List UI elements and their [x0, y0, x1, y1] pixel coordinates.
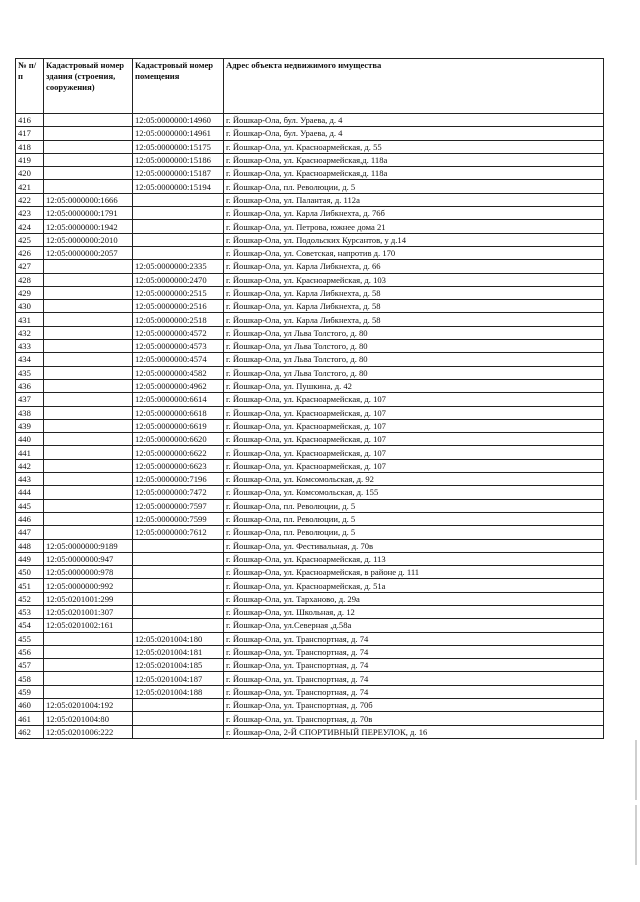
premise-cadastral-number: 12:05:0000000:2516: [133, 300, 224, 313]
building-cadastral-number: [44, 140, 133, 153]
row-number: 425: [16, 233, 44, 246]
premise-cadastral-number: 12:05:0000000:7196: [133, 473, 224, 486]
row-number: 434: [16, 353, 44, 366]
table-row: [16, 566, 604, 579]
row-number: 416: [16, 114, 44, 127]
row-number: 457: [16, 659, 44, 672]
building-cadastral-number: [44, 526, 133, 539]
row-number: 458: [16, 672, 44, 685]
premise-cadastral-number: [133, 619, 224, 632]
premise-cadastral-number: 12:05:0000000:6623: [133, 459, 224, 472]
address-cell: г. Йошкар-Ола, ул. Карла Либкнехта, д. 58: [224, 300, 604, 313]
building-cadastral-number: [44, 659, 133, 672]
premise-cadastral-number: 12:05:0201004:180: [133, 632, 224, 645]
premise-cadastral-number: 12:05:0000000:14960: [133, 114, 224, 127]
row-number: 435: [16, 366, 44, 379]
premise-cadastral-number: 12:05:0000000:2515: [133, 286, 224, 299]
header-building-cadastral: Кадастровый номер здания (строения, сооружения): [44, 59, 133, 114]
table-row: [16, 393, 604, 406]
premise-cadastral-number: 12:05:0000000:6622: [133, 446, 224, 459]
premise-cadastral-number: [133, 539, 224, 552]
address-cell: г. Йошкар-Ола, пл. Революции, д. 5: [224, 499, 604, 512]
row-number: 453: [16, 605, 44, 618]
address-cell: г. Йошкар-Ола, ул Льва Толстого, д. 80: [224, 353, 604, 366]
building-cadastral-number: [44, 473, 133, 486]
row-number: 444: [16, 486, 44, 499]
address-cell: г. Йошкар-Ола, ул. Транспортная, д. 70б: [224, 699, 604, 712]
table-row: [16, 459, 604, 472]
address-cell: г. Йошкар-Ола, ул Льва Толстого, д. 80: [224, 326, 604, 339]
address-cell: г. Йошкар-Ола, ул. Красноармейская,д. 118а: [224, 167, 604, 180]
building-cadastral-number: 12:05:0201002:161: [44, 619, 133, 632]
table-row: [16, 260, 604, 273]
address-cell: г. Йошкар-Ола, ул. Транспортная, д. 74: [224, 685, 604, 698]
premise-cadastral-number: [133, 566, 224, 579]
row-number: 451: [16, 579, 44, 592]
row-number: 417: [16, 127, 44, 140]
table-row: [16, 406, 604, 419]
header-number: № п/п: [16, 59, 44, 114]
premise-cadastral-number: [133, 193, 224, 206]
table-row: [16, 300, 604, 313]
address-cell: г. Йошкар-Ола, бул. Урaева, д. 4: [224, 127, 604, 140]
building-cadastral-number: [44, 459, 133, 472]
address-cell: г. Йошкар-Ола, ул. Транспортная, д. 70в: [224, 712, 604, 725]
row-number: 440: [16, 433, 44, 446]
table-row: [16, 446, 604, 459]
row-number: 439: [16, 419, 44, 432]
table-row: [16, 552, 604, 565]
table-row: [16, 273, 604, 286]
premise-cadastral-number: 12:05:0000000:15175: [133, 140, 224, 153]
premise-cadastral-number: 12:05:0201004:187: [133, 672, 224, 685]
table-row: [16, 605, 604, 618]
address-cell: г. Йошкар-Ола, ул. Пушкина, д. 42: [224, 379, 604, 392]
building-cadastral-number: 12:05:0000000:1942: [44, 220, 133, 233]
address-cell: г. Йошкар-Ола, ул. Красноармейская, д. 107: [224, 393, 604, 406]
premise-cadastral-number: [133, 579, 224, 592]
address-cell: г. Йошкар-Ола, ул. Школьная, д. 12: [224, 605, 604, 618]
building-cadastral-number: [44, 645, 133, 658]
table-row: [16, 193, 604, 206]
row-number: 420: [16, 167, 44, 180]
row-number: 447: [16, 526, 44, 539]
premise-cadastral-number: [133, 220, 224, 233]
premise-cadastral-number: [133, 207, 224, 220]
building-cadastral-number: [44, 406, 133, 419]
building-cadastral-number: [44, 353, 133, 366]
premise-cadastral-number: [133, 552, 224, 565]
address-cell: г. Йошкар-Ола, ул. Красноармейская, д. 55: [224, 140, 604, 153]
premise-cadastral-number: [133, 233, 224, 246]
row-number: 460: [16, 699, 44, 712]
table-row: [16, 645, 604, 658]
premise-cadastral-number: 12:05:0000000:2335: [133, 260, 224, 273]
building-cadastral-number: [44, 433, 133, 446]
address-cell: г. Йошкар-Ола, ул.Северная ,д.58а: [224, 619, 604, 632]
table-row: [16, 672, 604, 685]
building-cadastral-number: [44, 127, 133, 140]
address-cell: г. Йошкар-Ола, 2-Й СПОРТИВНЫЙ ПЕРЕУЛОК, д. 16: [224, 725, 604, 738]
table-row: [16, 207, 604, 220]
premise-cadastral-number: 12:05:0000000:4573: [133, 340, 224, 353]
building-cadastral-number: [44, 326, 133, 339]
address-cell: г. Йошкар-Ола, ул. Транспортная, д. 74: [224, 659, 604, 672]
building-cadastral-number: [44, 260, 133, 273]
table-row: [16, 619, 604, 632]
scan-edge-mark: [635, 805, 637, 865]
table-row: [16, 313, 604, 326]
building-cadastral-number: [44, 300, 133, 313]
table-row: [16, 167, 604, 180]
address-cell: г. Йошкар-Ола, ул. Красноармейская,д. 118а: [224, 153, 604, 166]
row-number: 426: [16, 246, 44, 259]
address-cell: г. Йошкар-Ола, ул. Красноармейская, д. 107: [224, 419, 604, 432]
row-number: 430: [16, 300, 44, 313]
premise-cadastral-number: 12:05:0000000:6614: [133, 393, 224, 406]
premise-cadastral-number: 12:05:0000000:7612: [133, 526, 224, 539]
row-number: 423: [16, 207, 44, 220]
building-cadastral-number: [44, 672, 133, 685]
building-cadastral-number: 12:05:0000000:1666: [44, 193, 133, 206]
header-address: Адрес объекта недвижимого имущества: [224, 59, 604, 114]
premise-cadastral-number: 12:05:0000000:14961: [133, 127, 224, 140]
table-body: [16, 114, 604, 739]
row-number: 452: [16, 592, 44, 605]
address-cell: г. Йошкар-Ола, ул. Красноармейская, д. 107: [224, 433, 604, 446]
address-cell: г. Йошкар-Ола, ул. Советская, напротив д. 170: [224, 246, 604, 259]
address-cell: г. Йошкар-Ола, ул. Петрова, южнее дома 21: [224, 220, 604, 233]
table-row: [16, 153, 604, 166]
building-cadastral-number: 12:05:0000000:9189: [44, 539, 133, 552]
row-number: 421: [16, 180, 44, 193]
address-cell: г. Йошкар-Ола, ул. Красноармейская, д. 107: [224, 446, 604, 459]
premise-cadastral-number: 12:05:0000000:7597: [133, 499, 224, 512]
address-cell: г. Йошкар-Ола, пл. Революции, д. 5: [224, 180, 604, 193]
address-cell: г. Йошкар-Ола, ул. Карла Либкнехта, д. 66: [224, 260, 604, 273]
premise-cadastral-number: [133, 699, 224, 712]
row-number: 454: [16, 619, 44, 632]
table-row: [16, 353, 604, 366]
row-number: 437: [16, 393, 44, 406]
row-number: 431: [16, 313, 44, 326]
table-row: [16, 180, 604, 193]
building-cadastral-number: [44, 379, 133, 392]
table-row: [16, 220, 604, 233]
building-cadastral-number: 12:05:0201004:192: [44, 699, 133, 712]
row-number: 459: [16, 685, 44, 698]
address-cell: г. Йошкар-Ола, ул. Фестивальная, д. 70в: [224, 539, 604, 552]
table-row: [16, 127, 604, 140]
row-number: 445: [16, 499, 44, 512]
address-cell: г. Йошкар-Ола, ул Льва Толстого, д. 80: [224, 366, 604, 379]
building-cadastral-number: [44, 366, 133, 379]
row-number: 446: [16, 512, 44, 525]
table-row: [16, 659, 604, 672]
building-cadastral-number: 12:05:0201004:80: [44, 712, 133, 725]
row-number: 448: [16, 539, 44, 552]
address-cell: г. Йошкар-Ола, ул. Тарханово, д. 29а: [224, 592, 604, 605]
building-cadastral-number: [44, 273, 133, 286]
building-cadastral-number: [44, 446, 133, 459]
building-cadastral-number: 12:05:0201006:222: [44, 725, 133, 738]
building-cadastral-number: [44, 419, 133, 432]
table-row: [16, 699, 604, 712]
premise-cadastral-number: 12:05:0000000:4962: [133, 379, 224, 392]
row-number: 419: [16, 153, 44, 166]
table-row: [16, 632, 604, 645]
row-number: 461: [16, 712, 44, 725]
address-cell: г. Йошкар-Ола, ул. Подольских Курсантов, у д.14: [224, 233, 604, 246]
table-row: [16, 140, 604, 153]
premise-cadastral-number: [133, 605, 224, 618]
row-number: 432: [16, 326, 44, 339]
table-row: [16, 379, 604, 392]
building-cadastral-number: 12:05:0000000:2010: [44, 233, 133, 246]
premise-cadastral-number: [133, 712, 224, 725]
row-number: 418: [16, 140, 44, 153]
table-row: [16, 685, 604, 698]
row-number: 436: [16, 379, 44, 392]
row-number: 450: [16, 566, 44, 579]
table-row: [16, 433, 604, 446]
building-cadastral-number: [44, 685, 133, 698]
table-row: [16, 512, 604, 525]
premise-cadastral-number: [133, 246, 224, 259]
building-cadastral-number: 12:05:0000000:2057: [44, 246, 133, 259]
table-row: [16, 286, 604, 299]
building-cadastral-number: [44, 153, 133, 166]
table-row: [16, 539, 604, 552]
premise-cadastral-number: [133, 725, 224, 738]
premise-cadastral-number: 12:05:0000000:7599: [133, 512, 224, 525]
building-cadastral-number: 12:05:0000000:978: [44, 566, 133, 579]
table-row: [16, 592, 604, 605]
table-row: [16, 473, 604, 486]
row-number: 449: [16, 552, 44, 565]
premise-cadastral-number: 12:05:0201004:185: [133, 659, 224, 672]
table-row: [16, 419, 604, 432]
address-cell: г. Йошкар-Ола, ул. Красноармейская, д. 103: [224, 273, 604, 286]
building-cadastral-number: [44, 393, 133, 406]
row-number: 427: [16, 260, 44, 273]
building-cadastral-number: 12:05:0201001:307: [44, 605, 133, 618]
building-cadastral-number: 12:05:0000000:1791: [44, 207, 133, 220]
building-cadastral-number: [44, 512, 133, 525]
row-number: 456: [16, 645, 44, 658]
building-cadastral-number: 12:05:0000000:992: [44, 579, 133, 592]
row-number: 438: [16, 406, 44, 419]
building-cadastral-number: 12:05:0000000:947: [44, 552, 133, 565]
premise-cadastral-number: 12:05:0000000:6619: [133, 419, 224, 432]
table-row: [16, 712, 604, 725]
address-cell: г. Йошкар-Ола, ул Льва Толстого, д. 80: [224, 340, 604, 353]
table-row: [16, 366, 604, 379]
table-row: [16, 499, 604, 512]
address-cell: г. Йошкар-Ола, ул. Красноармейская, д. 51а: [224, 579, 604, 592]
address-cell: г. Йошкар-Ола, ул. Палантая, д. 112а: [224, 193, 604, 206]
address-cell: г. Йошкар-Ола, ул. Красноармейская, д. 113: [224, 552, 604, 565]
address-cell: г. Йошкар-Ола, пл. Революции, д. 5: [224, 526, 604, 539]
premise-cadastral-number: 12:05:0000000:6618: [133, 406, 224, 419]
premise-cadastral-number: 12:05:0000000:7472: [133, 486, 224, 499]
address-cell: г. Йошкар-Ола, ул. Карла Либкнехта, д. 58: [224, 286, 604, 299]
premise-cadastral-number: 12:05:0201004:188: [133, 685, 224, 698]
row-number: 424: [16, 220, 44, 233]
premise-cadastral-number: 12:05:0000000:15187: [133, 167, 224, 180]
table-row: [16, 114, 604, 127]
address-cell: г. Йошкар-Ола, ул. Красноармейская, д. 107: [224, 459, 604, 472]
row-number: 442: [16, 459, 44, 472]
building-cadastral-number: [44, 340, 133, 353]
building-cadastral-number: [44, 313, 133, 326]
address-cell: г. Йошкар-Ола, ул. Транспортная, д. 74: [224, 645, 604, 658]
premise-cadastral-number: 12:05:0000000:2470: [133, 273, 224, 286]
table-row: [16, 326, 604, 339]
table-row: [16, 486, 604, 499]
table-row: [16, 526, 604, 539]
premise-cadastral-number: 12:05:0000000:6620: [133, 433, 224, 446]
row-number: 462: [16, 725, 44, 738]
building-cadastral-number: 12:05:0201001:299: [44, 592, 133, 605]
header-premise-cadastral: Кадастровый номер помещения: [133, 59, 224, 114]
premise-cadastral-number: 12:05:0000000:15194: [133, 180, 224, 193]
address-cell: г. Йошкар-Ола, ул. Карла Либкнехта, д. 58: [224, 313, 604, 326]
building-cadastral-number: [44, 114, 133, 127]
table-row: [16, 246, 604, 259]
address-cell: г. Йошкар-Ола, бул. Урaева, д. 4: [224, 114, 604, 127]
table-row: [16, 579, 604, 592]
row-number: 428: [16, 273, 44, 286]
row-number: 441: [16, 446, 44, 459]
row-number: 433: [16, 340, 44, 353]
row-number: 429: [16, 286, 44, 299]
scan-edge-mark: [635, 740, 637, 800]
building-cadastral-number: [44, 180, 133, 193]
building-cadastral-number: [44, 499, 133, 512]
property-registry-table: [15, 58, 604, 739]
premise-cadastral-number: 12:05:0201004:181: [133, 645, 224, 658]
building-cadastral-number: [44, 286, 133, 299]
building-cadastral-number: [44, 486, 133, 499]
premise-cadastral-number: 12:05:0000000:4582: [133, 366, 224, 379]
table-row: [16, 233, 604, 246]
address-cell: г. Йошкар-Ола, ул. Транспортная, д. 74: [224, 672, 604, 685]
building-cadastral-number: [44, 632, 133, 645]
row-number: 422: [16, 193, 44, 206]
row-number: 455: [16, 632, 44, 645]
row-number: 443: [16, 473, 44, 486]
address-cell: г. Йошкар-Ола, ул. Комсомольская, д. 92: [224, 473, 604, 486]
premise-cadastral-number: 12:05:0000000:4574: [133, 353, 224, 366]
premise-cadastral-number: 12:05:0000000:4572: [133, 326, 224, 339]
table-row: [16, 340, 604, 353]
address-cell: г. Йошкар-Ола, пл. Революции, д. 5: [224, 512, 604, 525]
address-cell: г. Йошкар-Ола, ул. Карла Либкнехта, д. 76б: [224, 207, 604, 220]
table-row: [16, 725, 604, 738]
address-cell: г. Йошкар-Ола, ул. Красноармейская, в районе д. 111: [224, 566, 604, 579]
building-cadastral-number: [44, 167, 133, 180]
address-cell: г. Йошкар-Ола, ул. Транспортная, д. 74: [224, 632, 604, 645]
table-header-row: [16, 59, 604, 114]
premise-cadastral-number: [133, 592, 224, 605]
premise-cadastral-number: 12:05:0000000:15186: [133, 153, 224, 166]
premise-cadastral-number: 12:05:0000000:2518: [133, 313, 224, 326]
address-cell: г. Йошкар-Ола, ул. Комсомольская, д. 155: [224, 486, 604, 499]
address-cell: г. Йошкар-Ола, ул. Красноармейская, д. 107: [224, 406, 604, 419]
